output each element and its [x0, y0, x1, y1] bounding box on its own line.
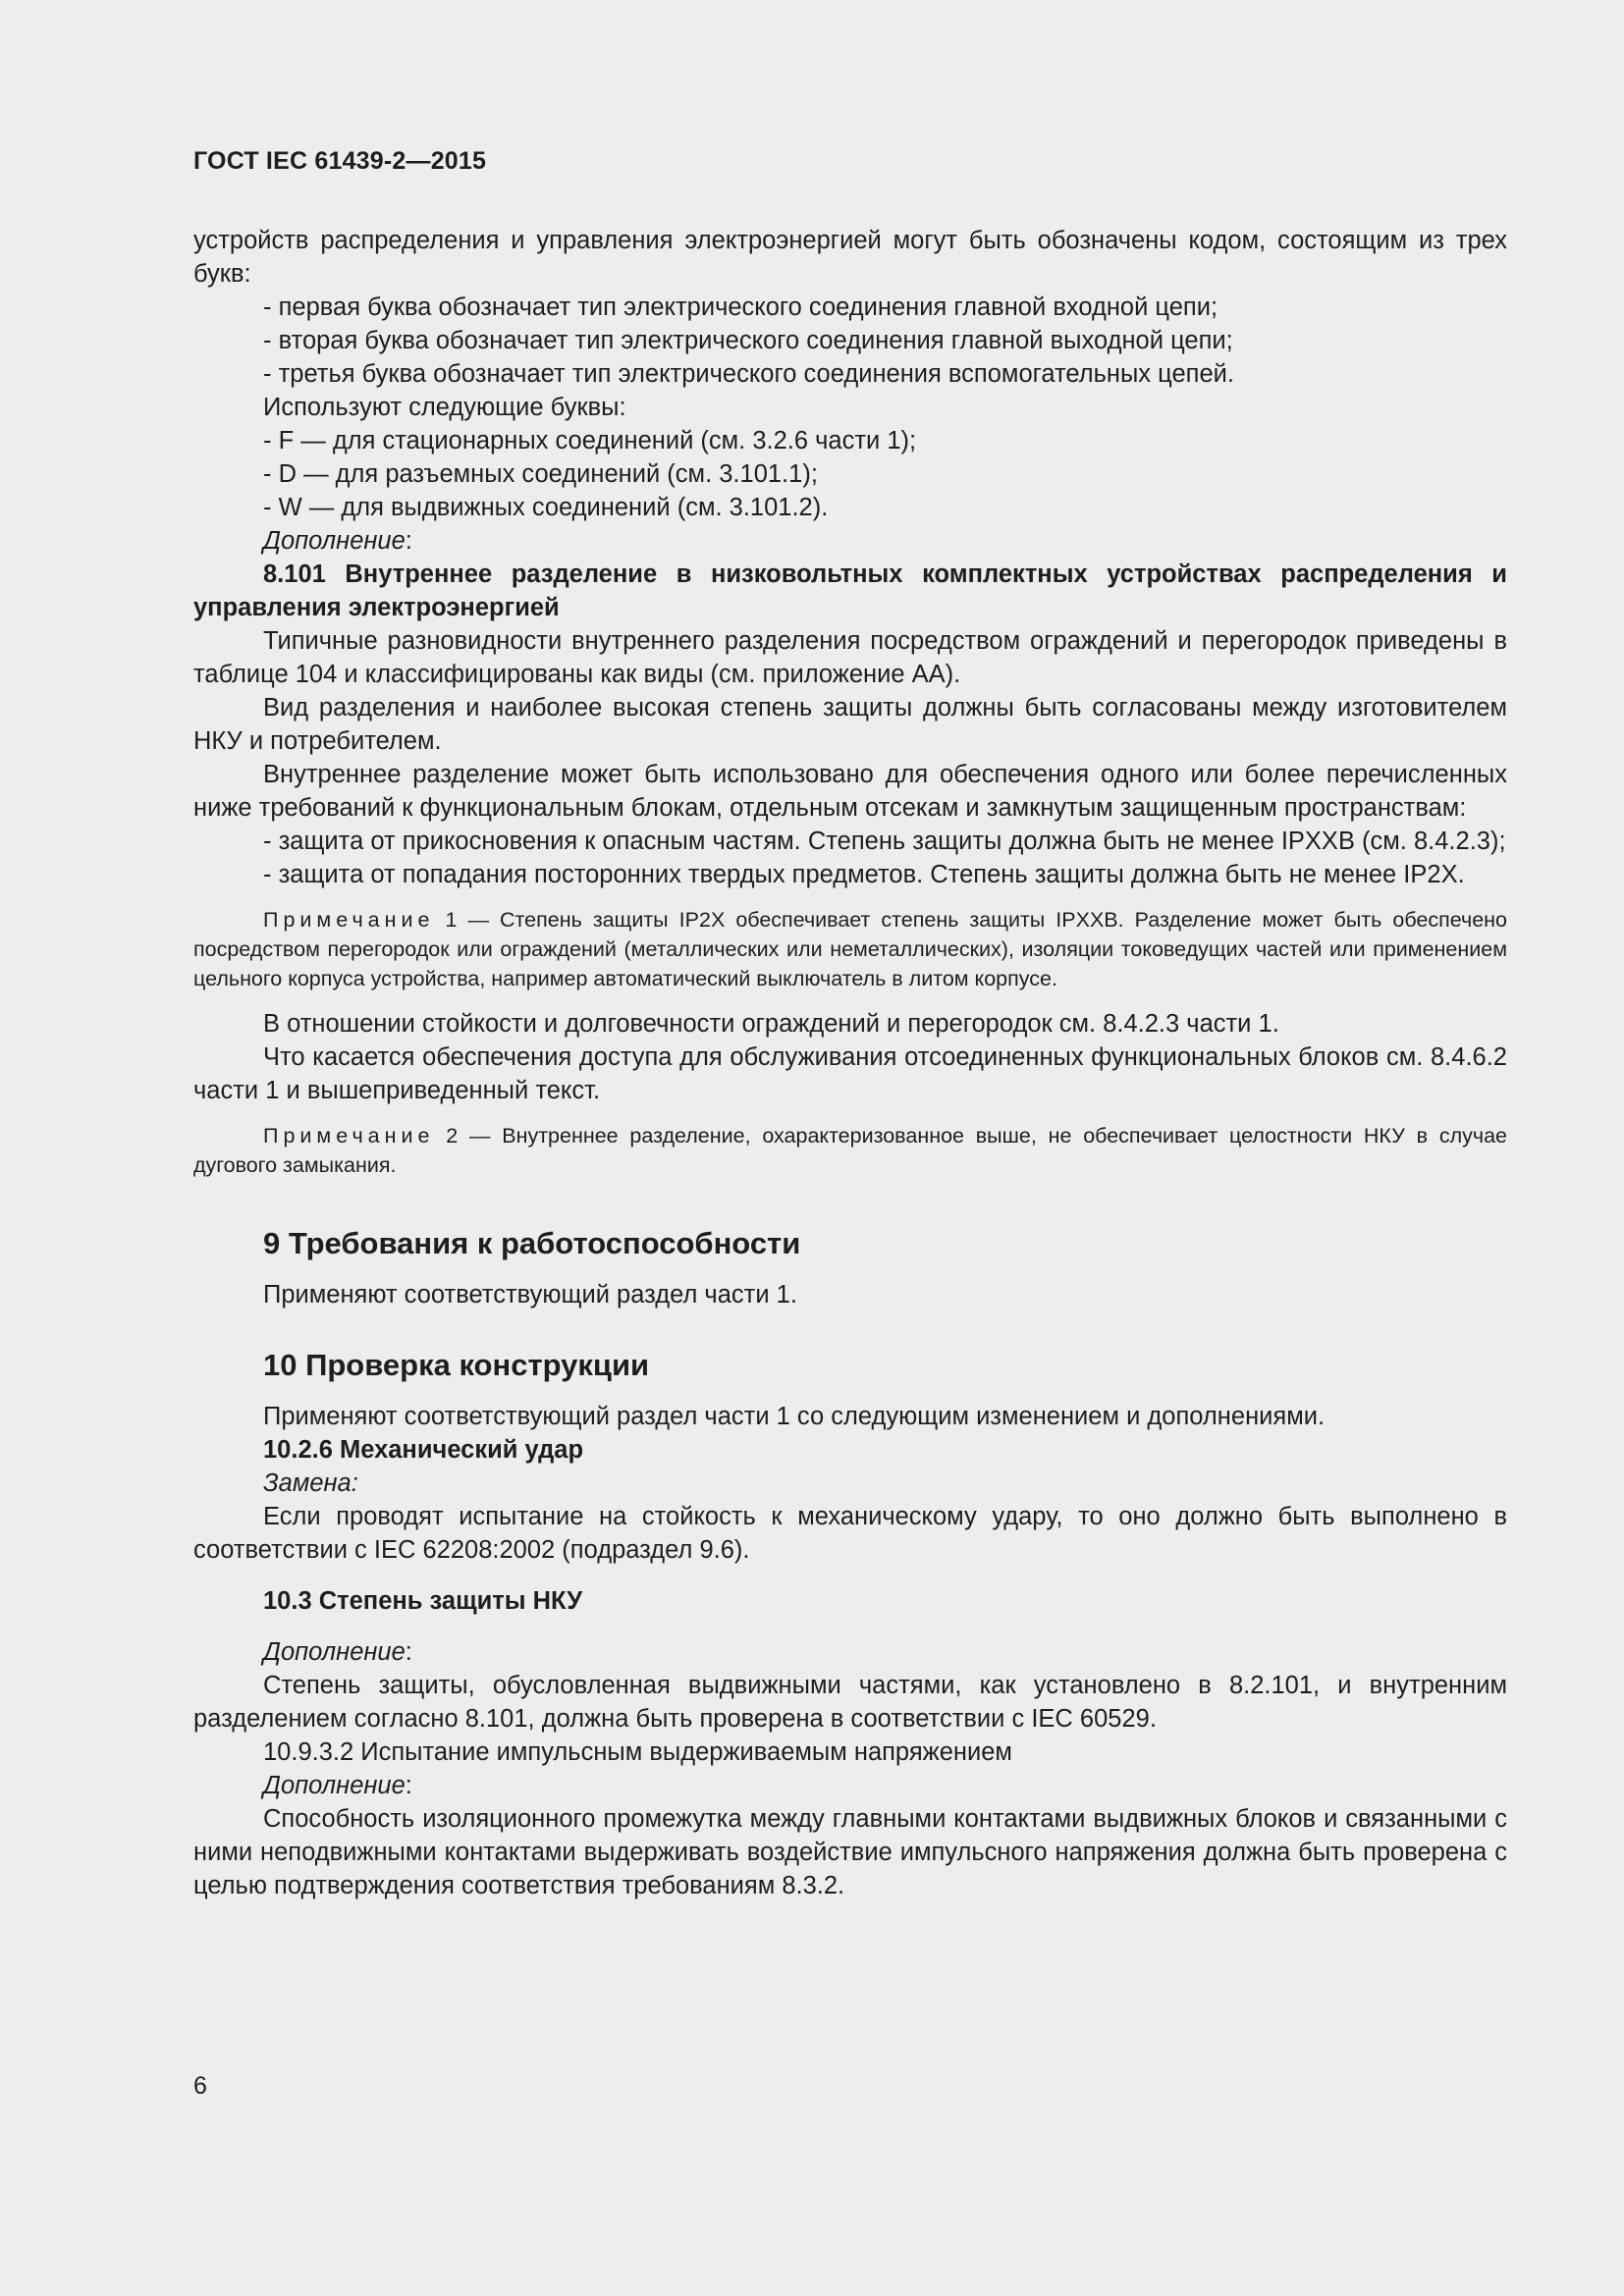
note-text: 2 — Внутреннее разделение, охарактеризованное выше, не обеспечивает целостности НКУ в случае дугового замыкания. [193, 1124, 1507, 1177]
page-body [193, 224, 1507, 1902]
addition-label [193, 1635, 1507, 1669]
section-heading-9: 9 Требования к работоспособности [263, 1226, 801, 1260]
paragraph: Что касается обеспечения доступа для обслуживания отсоединенных функциональных блоков см. 8.4.6.2 части 1 и вышеприведенный текст. [193, 1043, 1507, 1104]
subsection-heading-10-9-3-2: 10.9.3.2 Испытание импульсным выдерживаемым напряжением [263, 1738, 1012, 1766]
paragraph: В отношении стойкости и долговечности ограждений и перегородок см. 8.4.2.3 части 1. [263, 1010, 1279, 1038]
colon: : [405, 527, 412, 555]
replacement-label: Замена: [263, 1469, 358, 1497]
colon: : [405, 1772, 412, 1799]
list-item: - защита от попадания посторонних твердых предметов. Степень защиты должна быть не менее IP2X. [263, 861, 1465, 888]
addition-label-text: Дополнение [263, 527, 406, 555]
paragraph: Применяют соответствующий раздел части 1. [263, 1281, 797, 1308]
note-label: Примечание [263, 1124, 435, 1148]
paragraph: Степень защиты, обусловленная выдвижными частями, как установлено в 8.2.101, и внутренним разделением согласно 8.101, должна быть проверена в соответствии с IEC 60529. [193, 1672, 1507, 1733]
note-label: Примечание [263, 908, 435, 932]
paragraph: Вид разделения и наиболее высокая степень защиты должны быть согласованы между изготовителем НКУ и потребителем. [193, 694, 1507, 755]
list-item: - защита от прикосновения к опасным частям. Степень защиты должна быть не менее IPXXB (см. 8.4.2.3); [263, 828, 1506, 855]
document-header: ГОСТ IEC 61439-2—2015 [193, 147, 487, 175]
subsection-heading-10-2-6: 10.2.6 Механический удар [263, 1436, 584, 1464]
addition-label [193, 524, 1507, 558]
paragraph: Применяют соответствующий раздел части 1 со следующим изменением и дополнениями. [263, 1403, 1326, 1430]
addition-label [193, 1769, 1507, 1802]
subsection-heading-8-101: 8.101 Внутреннее разделение в низковольтных комплектных устройствах распределения и управления электроэнергией [193, 561, 1507, 621]
note-2 [193, 1121, 1507, 1180]
section-heading-10: 10 Проверка конструкции [263, 1348, 650, 1382]
list-item: - первая буква обозначает тип электрического соединения главной входной цепи; [263, 294, 1218, 321]
paragraph: устройств распределения и управления электроэнергией могут быть обозначены кодом, состоящим из трех букв: [193, 227, 1507, 288]
note-1 [193, 905, 1507, 993]
colon: : [405, 1638, 412, 1666]
list-item: - W — для выдвижных соединений (см. 3.101.2). [263, 494, 829, 521]
list-item: - вторая буква обозначает тип электрического соединения главной выходной цепи; [263, 327, 1233, 354]
list-item: - D — для разъемных соединений (см. 3.101.1); [263, 460, 818, 488]
addition-label-text: Дополнение [263, 1772, 406, 1799]
paragraph: Внутреннее разделение может быть использовано для обеспечения одного или более перечисленных ниже требований к функциональным блокам, отдельным отсекам и замкнутым защищенным пространствам: [193, 761, 1507, 822]
paragraph: Если проводят испытание на стойкость к механическому удару, то оно должно быть выполнено в соответствии с IEC 62208:2002 (подраздел 9.6). [193, 1503, 1507, 1564]
paragraph: Способность изоляционного промежутка между главными контактами выдвижных блоков и связанными с ними неподвижными контактами выдерживать воздействие импульсного напряжения должна быть проверена с целью подтверждения соответствия требованиям 8.3.2. [193, 1805, 1507, 1899]
list-item: - F — для стационарных соединений (см. 3.2.6 части 1); [263, 427, 917, 454]
list-item: - третья буква обозначает тип электрического соединения вспомогательных цепей. [263, 360, 1234, 388]
paragraph: Используют следующие буквы: [263, 394, 626, 421]
note-text: 1 — Степень защиты IP2X обеспечивает степень защиты IPXXB. Разделение может быть обеспечено посредством перегородок или ограждений (металлических или неметаллических), изоляции токоведущих частей или применением цельного корпуса устройства, например автоматический выключатель в литом корпусе. [193, 908, 1507, 990]
page-number: 6 [193, 2072, 207, 2100]
subsection-heading-10-3: 10.3 Степень защиты НКУ [263, 1587, 583, 1615]
addition-label-text: Дополнение [263, 1638, 406, 1666]
paragraph: Типичные разновидности внутреннего разделения посредством ограждений и перегородок приведены в таблице 104 и классифицированы как виды (см. приложение АА). [193, 627, 1507, 688]
